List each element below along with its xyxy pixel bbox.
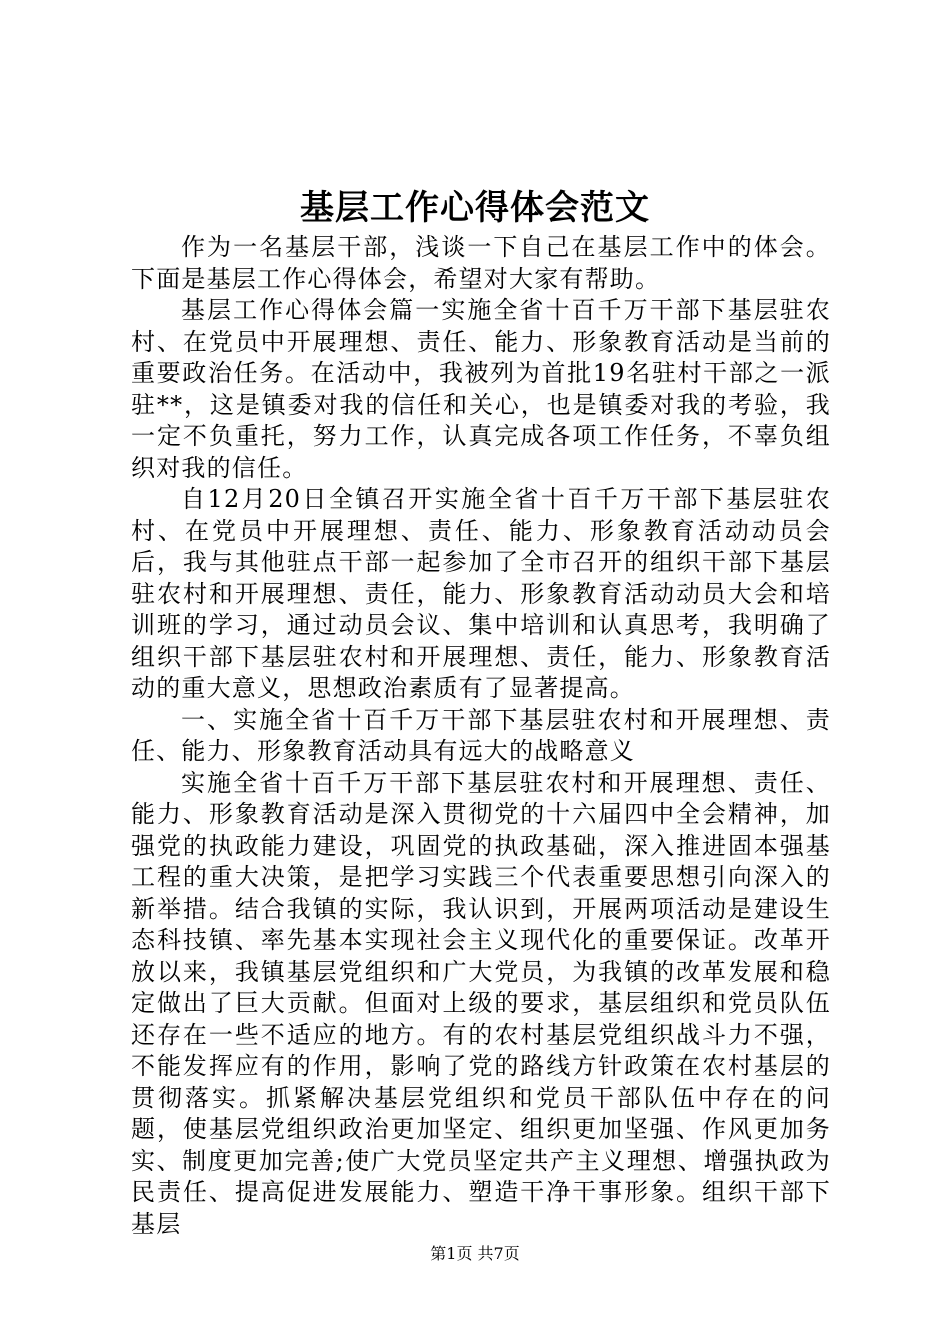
paragraph-mobilization: 自12月20日全镇召开实施全省十百千万干部下基层驻农村、在党员中开展理想、责任、能力、形象教育活动动员会后，我与其他驻点干部一起参加了全市召开的组织干部下基层驻农村和开展理想、责任，能力、形象教育活动动员大会和培训班的学习，通过动员会议、集中培训和认真思考，我明确了组织干部下基层驻农村和开展理想、责任，能力、形象教育活动的重大意义，思想政治素质有了显著提高。 xyxy=(131,485,831,702)
section-heading-one: 一、实施全省十百千万干部下基层驻农村和开展理想、责任、能力、形象教育活动具有远大的战略意义 xyxy=(131,705,831,765)
document-title: 基层工作心得体会范文 xyxy=(300,188,650,228)
paragraph-part-one: 基层工作心得体会篇一实施全省十百千万干部下基层驻农村、在党员中开展理想、责任、能力、形象教育活动是当前的重要政治任务。在活动中，我被列为首批19名驻村干部之一派驻**，这是镇委对我的信任和关心，也是镇委对我的考验，我一定不负重托，努力工作，认真完成各项工作任务，不辜负组织对我的信任。 xyxy=(131,296,831,482)
document-body xyxy=(131,232,831,1240)
paragraph-significance: 实施全省十百千万干部下基层驻农村和开展理想、责任、能力、形象教育活动是深入贯彻党的十六届四中全会精神，加强党的执政能力建设，巩固党的执政基础，深入推进固本强基工程的重大决策，是把学习实践三个代表重要思想引向深入的新举措。结合我镇的实际，我认识到，开展两项活动是建设生态科技镇、率先基本实现社会主义现代化的重要保证。改革开放以来，我镇基层党组织和广大党员，为我镇的改革发展和稳定做出了巨大贡献。但面对上级的要求，基层组织和党员队伍还存在一些不适应的地方。有的农村基层党组织战斗力不强，不能发挥应有的作用，影响了党的路线方针政策在农村基层的贯彻落实。抓紧解决基层党组织和党员干部队伍中存在的问题，使基层党组织政治更加坚定、组织更加坚强、作风更加务实、制度更加完善;使广大党员坚定共产主义理想、增强执政为民责任、提高促进发展能力、塑造干净干事形象。组织干部下基层 xyxy=(131,768,831,1238)
paragraph-intro: 作为一名基层干部，浅谈一下自己在基层工作中的体会。下面是基层工作心得体会，希望对大家有帮助。 xyxy=(131,233,831,293)
page-number-footer: 第1页 共7页 xyxy=(430,1244,520,1263)
